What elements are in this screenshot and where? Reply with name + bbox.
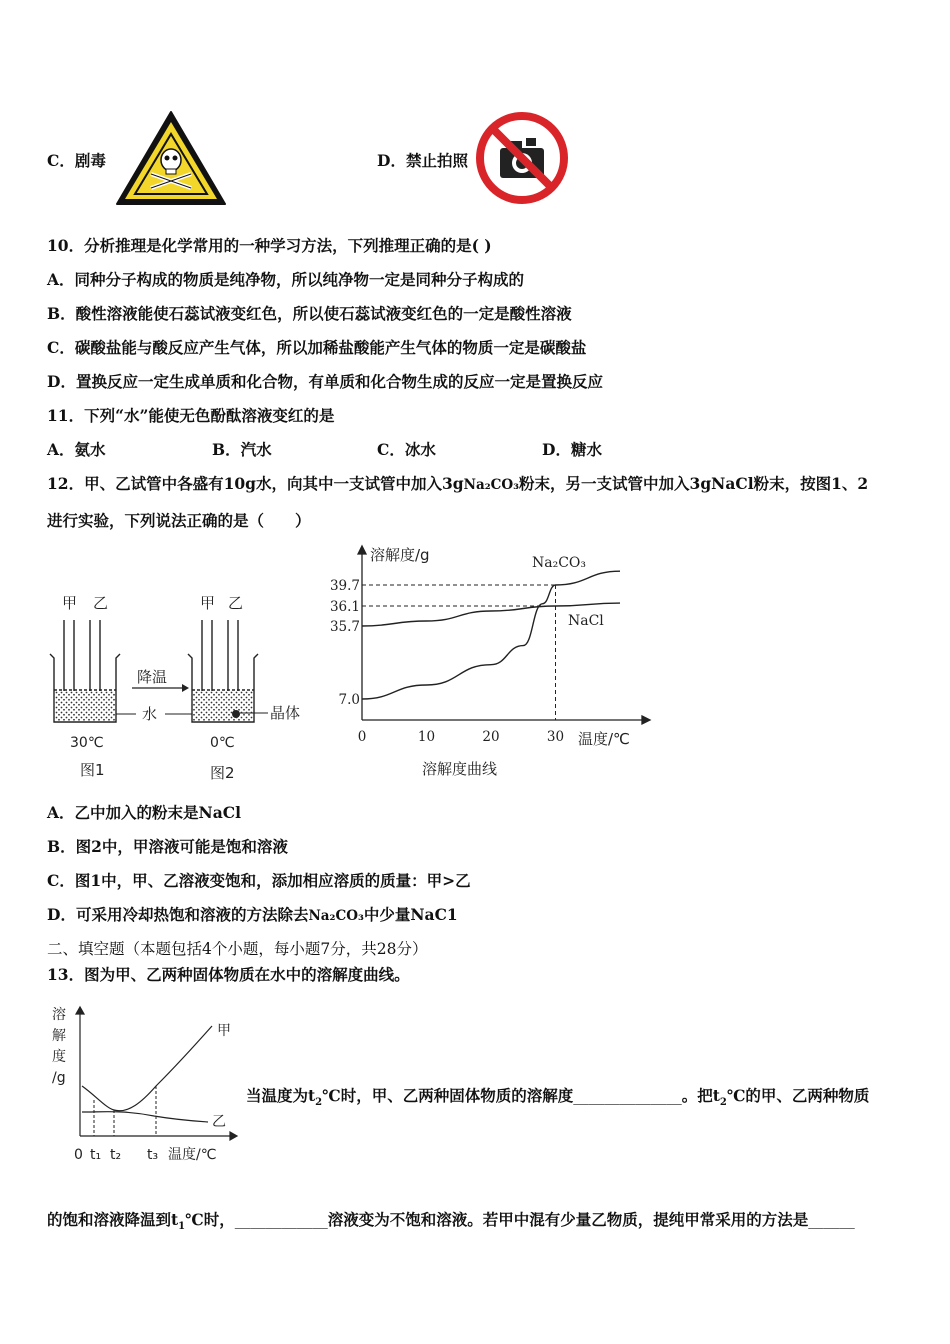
fig1-label-jia: 甲 <box>62 594 78 612</box>
y-tick-label-3: 7.0 <box>338 692 360 708</box>
water-label: 水 <box>142 705 158 723</box>
x-tick-label-3: 30 <box>546 729 565 745</box>
y-tick-label-1: 36.1 <box>329 599 360 615</box>
x-tick-label-2: 20 <box>482 729 500 745</box>
q13-label-yi: 乙 <box>212 1114 226 1130</box>
section-2-title: 二、填空题（本题包括4个小题，每小题7分，共28分） <box>47 940 428 958</box>
q10-option-a: A．同种分子构成的物质是纯净物，所以纯净物一定是同种分子构成的 <box>47 270 525 289</box>
q13-blank-3[interactable]: ______ <box>808 1211 855 1229</box>
q13-y-label-1: 溶 <box>52 1007 66 1023</box>
chart-y-axis-label: 溶解度/g <box>370 546 430 564</box>
no-photography-icon <box>474 110 570 206</box>
q13-text-line1: 当温度为$t_2℃$时，甲、乙两种固体物质的溶解度______________。把$t_2℃$的甲、乙两种物质 <box>246 1086 870 1109</box>
q13-label-jia: 甲 <box>217 1023 231 1039</box>
q12-option-a: A．乙中加入的粉末是NaCl <box>47 803 241 822</box>
series-label-na2co3: Na₂CO₃ <box>532 555 587 571</box>
q13-curve-jia <box>82 1026 212 1111</box>
y-tick-label-0: 39.7 <box>329 578 360 594</box>
q10-option-d: D．置换反应一定生成单质和化合物，有单质和化合物生成的反应一定是置换反应 <box>47 372 603 391</box>
chart-x-axis-label: 温度/℃ <box>578 730 630 748</box>
series-line-na2co3 <box>362 571 620 699</box>
poison-warning-icon <box>113 108 229 208</box>
q12-option-c: C．图1中，甲、乙溶液变饱和，添加相应溶质的质量：甲>乙 <box>47 871 471 890</box>
q13-solubility-chart <box>44 1002 244 1172</box>
q13-y-label-4: /g <box>52 1070 66 1086</box>
q12-option-b: B．图2中，甲溶液可能是饱和溶液 <box>47 837 288 856</box>
cool-label: 降温 <box>137 668 168 686</box>
q12-stem-line1: 12．甲、乙试管中各盛有10g水，向其中一支试管中加入3gNa₂CO₃粉末，另一支试管中加入3gNaCl粉末，按图1、2 <box>47 474 869 493</box>
x-tick-label-1: 10 <box>417 729 436 745</box>
q13-x-label: 温度/℃ <box>168 1147 217 1163</box>
q13-t2: t₂ <box>110 1147 122 1163</box>
fig1-label-yi: 乙 <box>93 594 109 612</box>
q10-stem: 10．分析推理是化学常用的一种学习方法，下列推理正确的是( ) <box>47 236 492 255</box>
q11-option-a: A．氨水 <box>47 440 106 459</box>
temp-label-0: 0℃ <box>210 735 235 751</box>
x-tick-label-0: 0 <box>357 729 367 745</box>
y-tick-label-2: 35.7 <box>329 619 360 635</box>
q13-origin: 0 <box>74 1147 83 1163</box>
option-d-label: D．禁止拍照 <box>377 151 468 170</box>
crystal-dot <box>232 710 240 718</box>
q10-option-b: B．酸性溶液能使石蕊试液变红色，所以使石蕊试液变红色的一定是酸性溶液 <box>47 304 572 323</box>
q13-y-label-2: 解 <box>52 1028 66 1044</box>
crystal-label: 晶体 <box>270 704 301 722</box>
beaker-1-water-fill <box>55 691 115 721</box>
q10-option-c: C．碳酸盐能与酸反应产生气体，所以加稀盐酸能产生气体的物质一定是碳酸盐 <box>47 338 587 357</box>
figure-2-caption: 图2 <box>210 764 235 782</box>
solubility-chart <box>320 540 655 785</box>
fig2-label-jia: 甲 <box>200 594 216 612</box>
q13-blank-1[interactable]: ______________ <box>573 1087 682 1105</box>
q11-option-c: C．冰水 <box>377 440 436 459</box>
q12-option-d: D．可采用冷却热饱和溶液的方法除去Na₂CO₃中少量NaC1 <box>47 905 458 924</box>
q13-stem: 13．图为甲、乙两种固体物质在水中的溶解度曲线。 <box>47 965 410 984</box>
q11-option-d: D．糖水 <box>542 440 602 459</box>
q12-beaker-figure <box>40 586 320 786</box>
temp-label-30: 30℃ <box>70 735 104 751</box>
q13-text-line2: 的饱和溶液降温到$t_1℃$时，____________溶液变为不饱和溶液。若甲中混有少量乙物质，提纯甲常采用的方法是______ <box>47 1210 855 1233</box>
q12-stem-line2: 进行实验，下列说法正确的是（ ） <box>47 511 311 530</box>
option-c-label: C．剧毒 <box>47 151 106 170</box>
q13-y-label-3: 度 <box>52 1049 66 1065</box>
q11-stem: 11．下列“水”能使无色酚酞溶液变红的是 <box>47 406 335 425</box>
q13-t1: t₁ <box>90 1147 102 1163</box>
series-label-nacl: NaCl <box>568 613 604 629</box>
q13-curve-yi <box>82 1112 208 1122</box>
chart-title: 溶解度曲线 <box>422 760 498 778</box>
q13-t3: t₃ <box>147 1147 159 1163</box>
figure-1-caption: 图1 <box>80 761 105 779</box>
fig2-label-yi: 乙 <box>228 594 244 612</box>
q11-option-b: B．汽水 <box>212 440 272 459</box>
q13-blank-2[interactable]: ____________ <box>234 1211 328 1229</box>
